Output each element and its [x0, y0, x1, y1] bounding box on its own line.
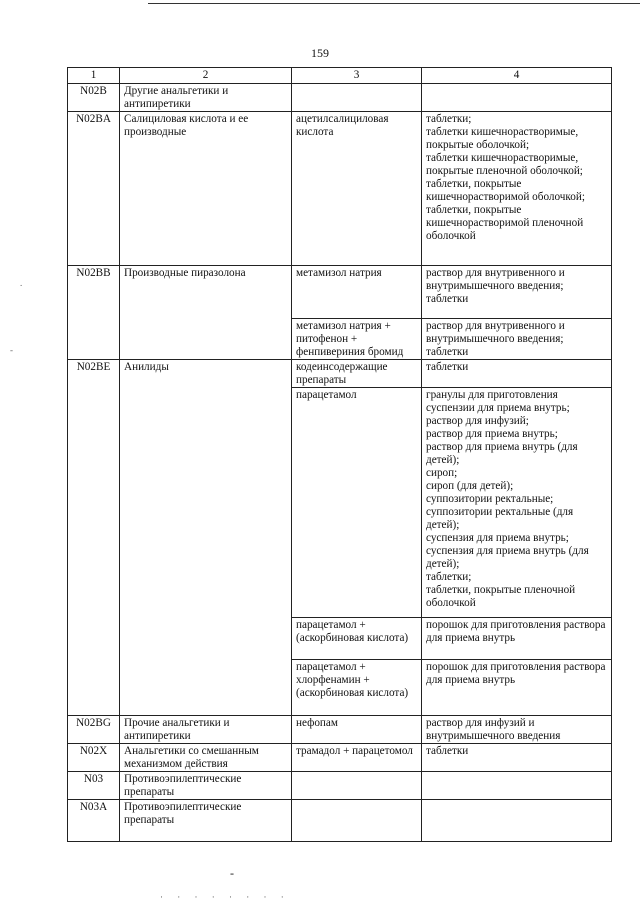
form-line-item: сироп (для детей); — [426, 480, 514, 492]
form-line-item: раствор для внутривенного и внутримышечного введения; — [426, 320, 565, 345]
form-cell — [422, 388, 612, 618]
form-line — [426, 113, 607, 243]
group-cell: Салициловая кислота и ее производные — [120, 112, 292, 266]
page-number: 159 — [311, 46, 329, 60]
form-line-item: суппозитории ректальные (для детей); — [426, 506, 574, 531]
margin-mark: - — [10, 345, 13, 355]
header-cell: 1 — [68, 68, 120, 84]
form-line-item: таблетки, покрытые кишечнорастворимой оболочкой; — [426, 178, 585, 203]
drug-cell: кодеинсодержащие препараты — [292, 360, 422, 388]
form-line — [426, 320, 607, 359]
atc-code-cell: N02BA — [68, 112, 120, 266]
drug-cell: нефопам — [292, 716, 422, 744]
footer-scan-marks: · · · · · · · · — [160, 892, 290, 902]
form-line — [426, 267, 607, 306]
form-cell: таблетки — [422, 360, 612, 388]
atc-code-cell: N03A — [68, 800, 120, 842]
group-cell: Противоэпилептические препараты — [120, 772, 292, 800]
form-line-item: раствор для внутривенного и внутримышечного введения; — [426, 267, 565, 292]
form-line-item: сироп; — [426, 467, 458, 479]
atc-code-cell: N02BG — [68, 716, 120, 744]
table-row — [68, 744, 612, 772]
form-cell: таблетки — [422, 744, 612, 772]
drug-cell — [292, 84, 422, 112]
margin-mark: . — [20, 278, 23, 288]
drug-cell: парацетамол + (аскорбиновая кислота) — [292, 618, 422, 660]
form-cell — [422, 800, 612, 842]
form-line-item: таблетки кишечнорастворимые, покрытые оболочкой; — [426, 126, 579, 151]
form-cell: порошок для приготовления раствора для приема внутрь — [422, 660, 612, 716]
form-line-item: таблетки — [426, 293, 469, 305]
drug-cell: метамизол натрия + питофенон + фенпивериния бромид — [292, 319, 422, 360]
form-cell — [422, 112, 612, 266]
form-line-item: таблетки, покрытые пленочной оболочкой — [426, 584, 576, 609]
table-row — [68, 772, 612, 800]
group-cell: Производные пиразолона — [120, 266, 292, 360]
atc-code-cell: N02BE — [68, 360, 120, 716]
form-line-item: гранулы для приготовления суспензии для приема внутрь; — [426, 389, 570, 414]
group-cell: Другие анальгетики и антипиретики — [120, 84, 292, 112]
atc-code-cell: N02BB — [68, 266, 120, 360]
form-cell — [422, 266, 612, 319]
form-line-item: таблетки; — [426, 571, 472, 583]
form-cell — [422, 84, 612, 112]
header-cell: 3 — [292, 68, 422, 84]
form-cell — [422, 772, 612, 800]
bottom-mark: - — [230, 866, 234, 880]
form-line — [426, 389, 607, 610]
group-cell: Анальгетики со смешанным механизмом действия — [120, 744, 292, 772]
drug-table — [67, 67, 612, 842]
form-line-item: суспензия для приема внутрь; — [426, 532, 569, 544]
form-cell: порошок для приготовления раствора для приема внутрь — [422, 618, 612, 660]
atc-code-cell: N02X — [68, 744, 120, 772]
table-row — [68, 800, 612, 842]
drug-cell: парацетамол + хлорфенамин + (аскорбиновая кислота) — [292, 660, 422, 716]
group-cell: Прочие анальгетики и антипиретики — [120, 716, 292, 744]
form-line-item: таблетки, покрытые кишечнорастворимой пленочной оболочкой — [426, 204, 584, 242]
header-row — [68, 68, 612, 84]
atc-code-cell: N02B — [68, 84, 120, 112]
header-cell: 2 — [120, 68, 292, 84]
form-line-item: суспензия для приема внутрь (для детей); — [426, 545, 589, 570]
top-rule — [148, 3, 640, 4]
header-cell: 4 — [422, 68, 612, 84]
drug-cell: метамизол натрия — [292, 266, 422, 319]
drug-cell: трамадол + парацетомол — [292, 744, 422, 772]
form-line-item: таблетки кишечнорастворимые, покрытые пленочной оболочкой; — [426, 152, 583, 177]
group-cell: Противоэпилептические препараты — [120, 800, 292, 842]
form-cell — [422, 319, 612, 360]
table-row — [68, 84, 612, 112]
table-row — [68, 716, 612, 744]
form-line-item: раствор для приема внутрь (для детей); — [426, 441, 578, 466]
form-line-item: таблетки — [426, 346, 469, 358]
table-row — [68, 266, 612, 319]
table-row — [68, 360, 612, 388]
form-line-item: раствор для инфузий; — [426, 415, 529, 427]
form-cell: раствор для инфузий и внутримышечного введения — [422, 716, 612, 744]
form-line-item: суппозитории ректальные; — [426, 493, 554, 505]
drug-cell — [292, 800, 422, 842]
form-line-item: таблетки; — [426, 113, 472, 125]
table-row — [68, 112, 612, 266]
drug-cell: ацетилсалициловая кислота — [292, 112, 422, 266]
atc-code-cell: N03 — [68, 772, 120, 800]
form-line-item: раствор для приема внутрь; — [426, 428, 558, 440]
drug-cell — [292, 772, 422, 800]
group-cell: Анилиды — [120, 360, 292, 716]
drug-cell: парацетамол — [292, 388, 422, 618]
